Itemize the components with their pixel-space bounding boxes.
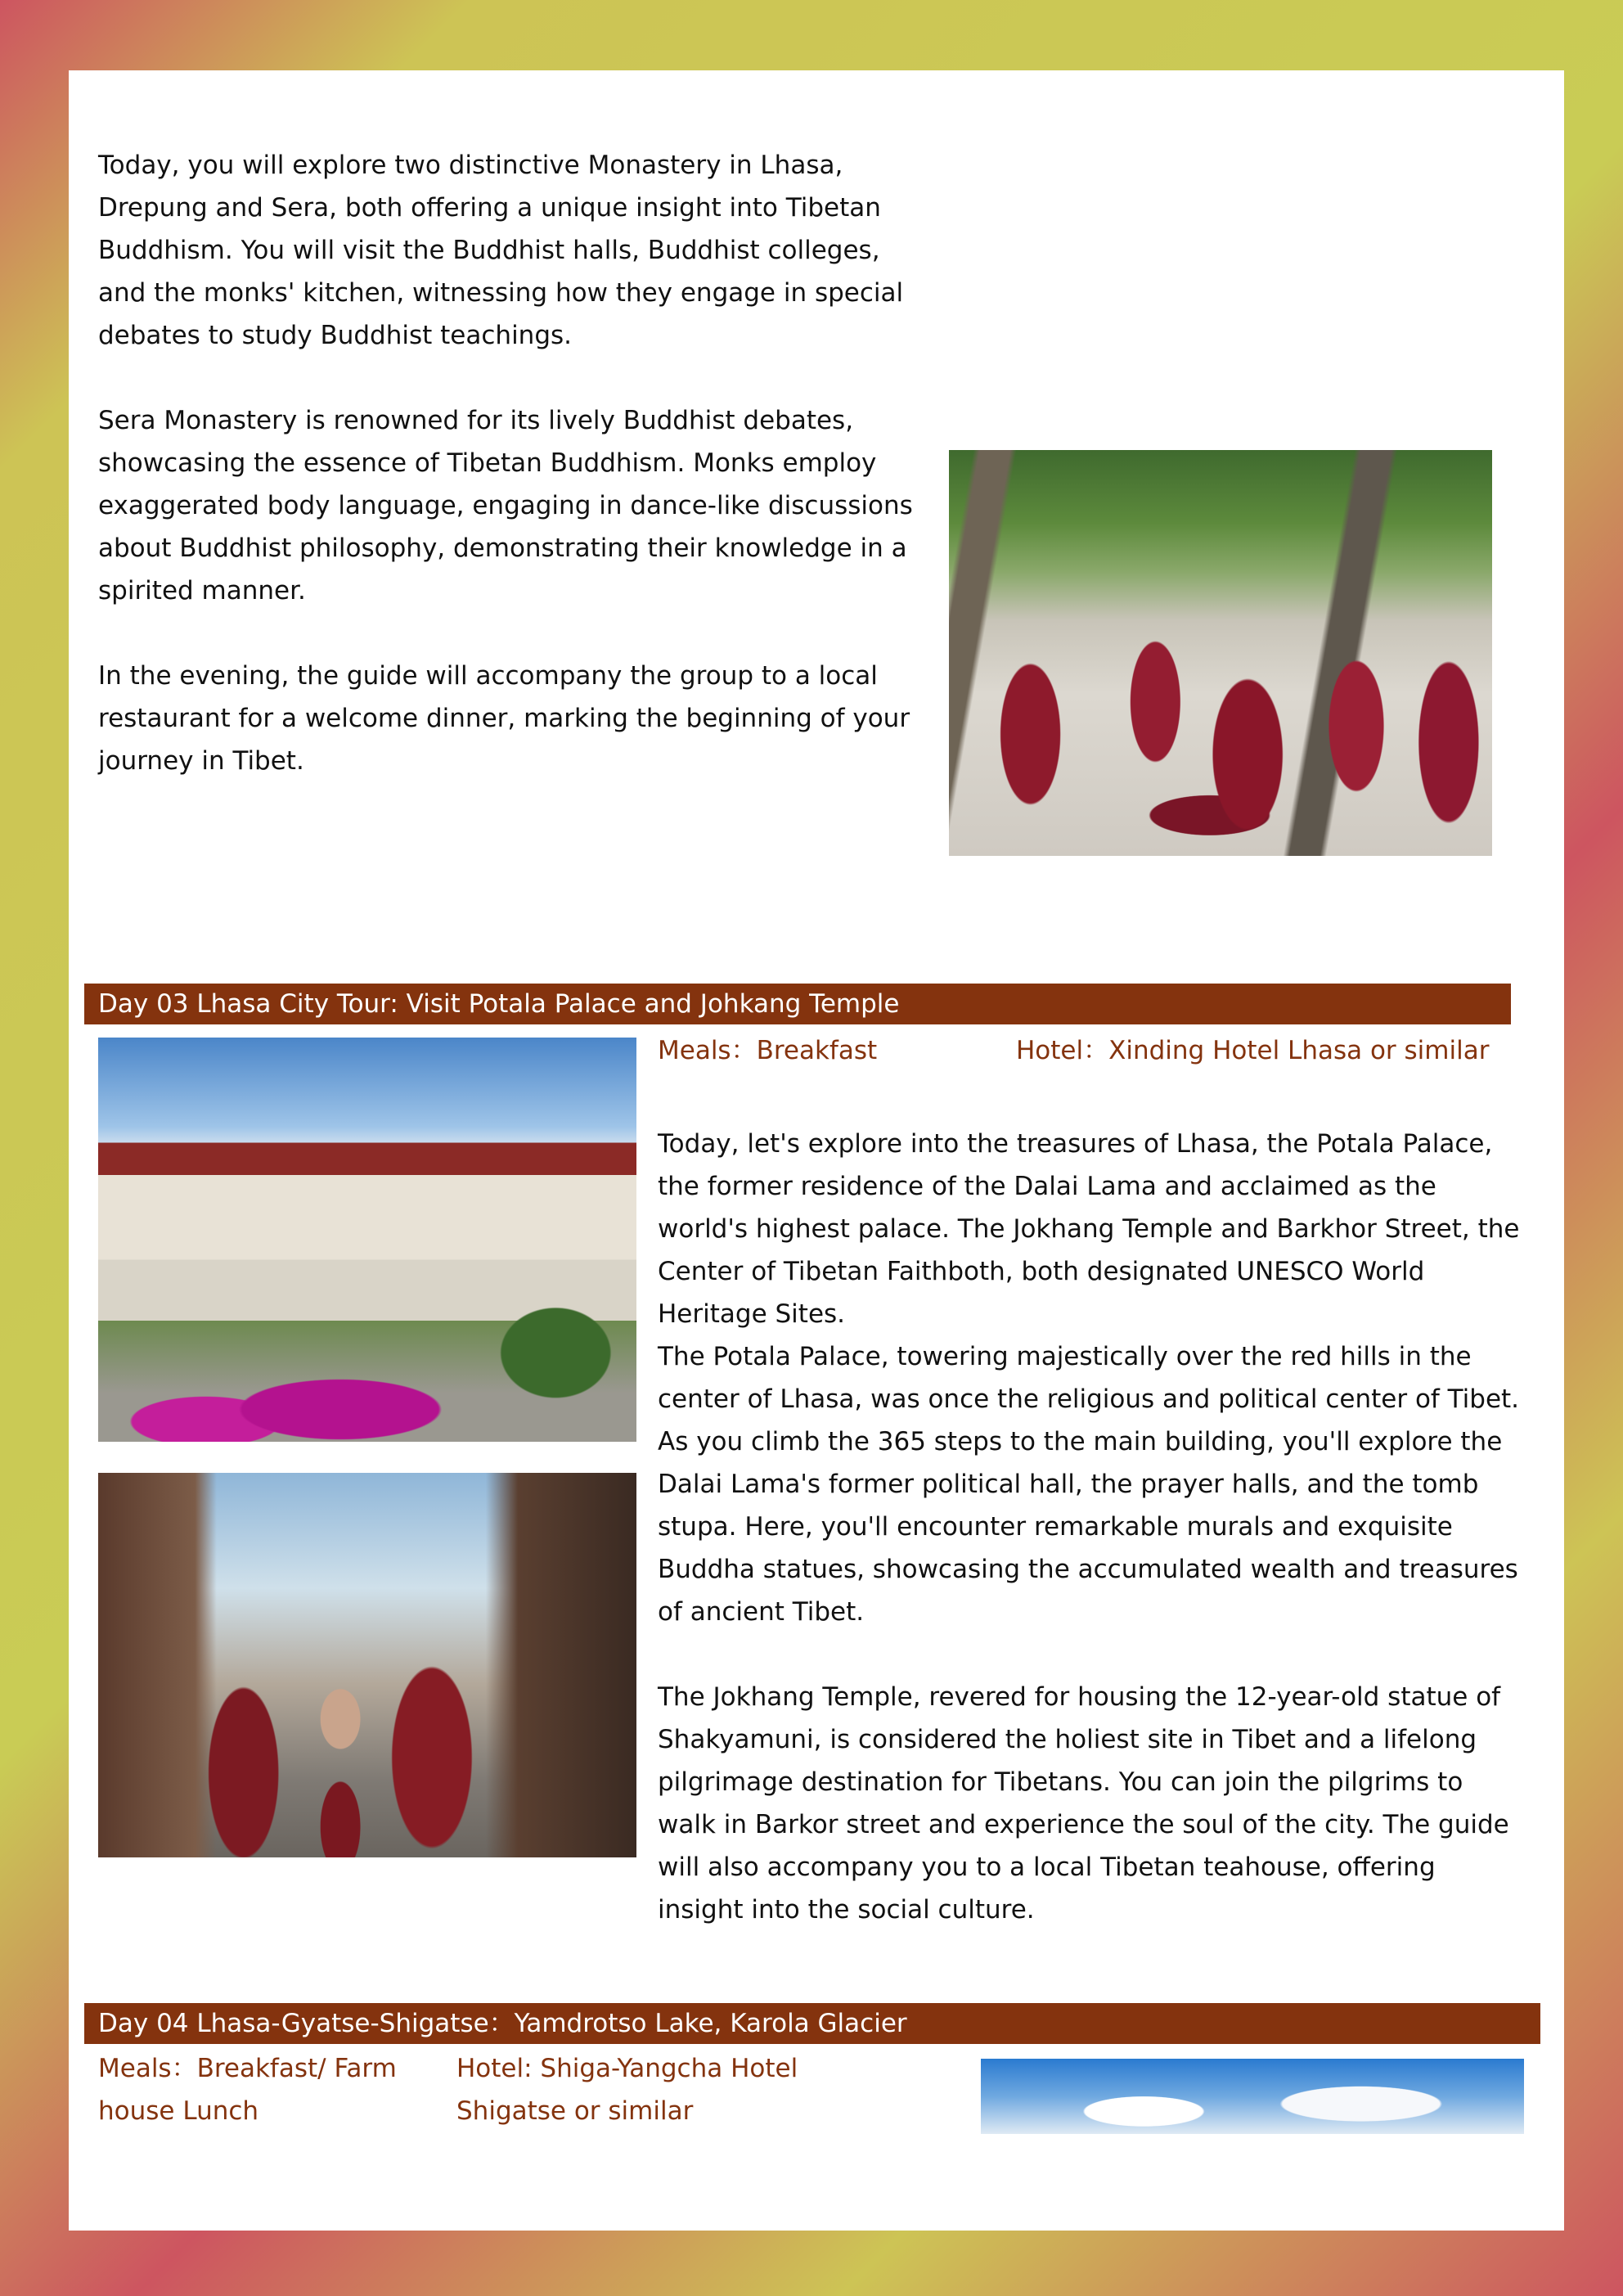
sera-monastery-debate-photo bbox=[949, 450, 1492, 856]
barkhor-street-photo bbox=[98, 1473, 636, 1857]
intro-paragraph-2: Sera Monastery is renowned for its lively Buddhist debates, showcasing the essence of Tibetan Buddhism. Monks employ exaggerated body language, engaging in dance-like discussions about Buddhist philosophy, demonstrating their knowledge in a spirited manner. bbox=[98, 406, 913, 606]
day03-paragraph-2: The Potala Palace, towering majestically over the red hills in the center of Lhasa, was once the religious and political center of Tibet. As you climb the 365 steps to the main building, you'll explore the Dalai Lama's former political hall, the prayer halls, and the tomb stupa. Here, you'll encounter remarkable murals and exquisite Buddha statues, showcasing the accumulated wealth and treasures of ancient Tibet. bbox=[658, 1342, 1520, 1627]
day03-title-bar: Day 03 Lhasa City Tour: Visit Potala Palace and Johkang Temple bbox=[84, 984, 1511, 1024]
day04-hotel: Hotel: Shiga-Yangcha Hotel Shigatse or similar bbox=[456, 2054, 798, 2126]
day03-paragraph-3: The Jokhang Temple, revered for housing the 12-year-old statue of Shakyamuni, is considered the holiest site in Tibet and a lifelong pilgrimage destination for Tibetans. You can join the pilgrims to walk in Barkor street and experience the soul of the city. The guide will also accompany you to a local Tibetan teahouse, offering insight into the social culture. bbox=[658, 1682, 1509, 1925]
itinerary-page bbox=[69, 70, 1564, 2231]
yamdrotso-sky-photo bbox=[981, 2059, 1524, 2134]
day03-hotel: Hotel：Xinding Hotel Lhasa or similar bbox=[1016, 1036, 1490, 1065]
day03-meals: Meals：Breakfast bbox=[658, 1036, 878, 1065]
intro-paragraph-1: Today, you will explore two distinctive Monastery in Lhasa, Drepung and Sera, both offering a unique insight into Tibetan Buddhism. You will visit the Buddhist halls, Buddhist colleges, and the monks' kitchen, witnessing how they engage in special debates to study Buddhist teachings. bbox=[98, 151, 904, 350]
day04-title-bar: Day 04 Lhasa-Gyatse-Shigatse：Yamdrotso Lake, Karola Glacier bbox=[84, 2003, 1540, 2044]
intro-paragraph-3: In the evening, the guide will accompany the group to a local restaurant for a welcome dinner, marking the beginning of your journey in Tibet. bbox=[98, 661, 910, 776]
potala-palace-photo bbox=[98, 1038, 636, 1442]
day03-paragraph-1: Today, let's explore into the treasures of Lhasa, the Potala Palace, the former residence of the Dalai Lama and acclaimed as the world's highest palace. The Jokhang Temple and Barkhor Street, the Center of Tibetan Faithboth, both designated UNESCO World Heritage Sites. bbox=[658, 1129, 1520, 1329]
day04-meals: Meals：Breakfast/ Farm house Lunch bbox=[98, 2054, 397, 2126]
